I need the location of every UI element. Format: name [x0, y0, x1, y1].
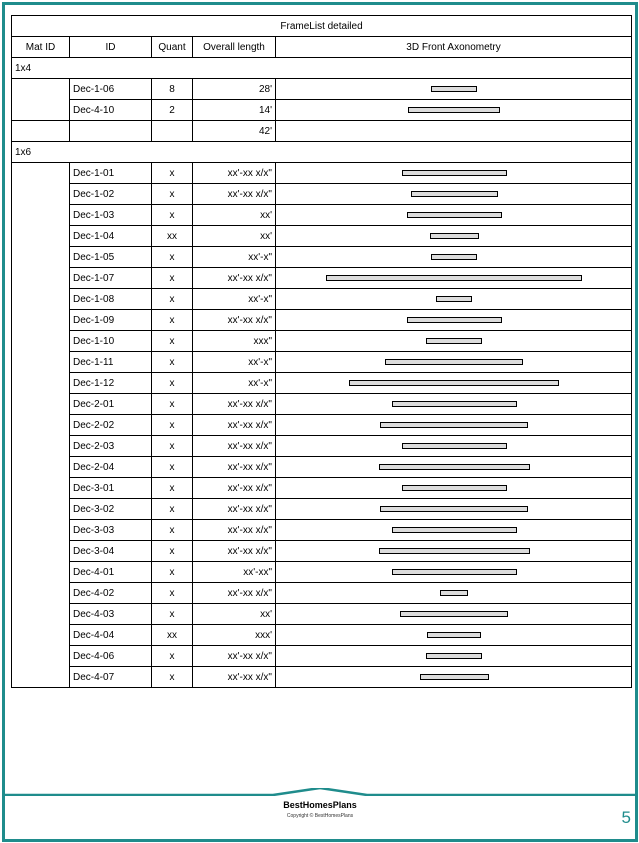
frame-bar	[430, 233, 479, 239]
table-row	[12, 268, 632, 289]
axonometry-cell	[276, 436, 632, 457]
row-length: xx'-xx x/x"	[193, 268, 276, 289]
table-row	[12, 667, 632, 688]
footer-copyright: Copyright © BestHomesPlans	[286, 813, 354, 819]
row-id: Dec-3-04	[70, 541, 152, 562]
row-length: xx'-xx x/x"	[193, 310, 276, 331]
frame-bar	[380, 422, 528, 428]
row-length: xx'-xx x/x"	[193, 394, 276, 415]
frame-bar	[402, 443, 507, 449]
axonometry-cell	[276, 79, 632, 100]
total-empty-id	[70, 121, 152, 142]
axonometry-cell	[276, 352, 632, 373]
table-row	[12, 394, 632, 415]
frame-bar	[420, 674, 489, 680]
table-row	[12, 289, 632, 310]
row-quant: 2	[152, 100, 193, 121]
row-quant: x	[152, 247, 193, 268]
row-length: xx'-xx x/x"	[193, 415, 276, 436]
header-quant: Quant	[152, 37, 193, 58]
total-empty-axo	[276, 121, 632, 142]
row-quant: x	[152, 520, 193, 541]
page-number: 5	[621, 808, 631, 827]
row-quant: x	[152, 499, 193, 520]
table-row	[12, 373, 632, 394]
row-id: Dec-1-04	[70, 226, 152, 247]
table-row	[12, 205, 632, 226]
axonometry-cell	[276, 394, 632, 415]
table-row	[12, 583, 632, 604]
table-row	[12, 226, 632, 247]
row-id: Dec-4-06	[70, 646, 152, 667]
table-row	[12, 79, 632, 100]
row-id: Dec-1-01	[70, 163, 152, 184]
row-length: xx'-x"	[193, 352, 276, 373]
mat-id-cell	[12, 79, 70, 121]
frame-bar	[379, 548, 530, 554]
axonometry-cell	[276, 100, 632, 121]
row-quant: x	[152, 541, 193, 562]
total-row	[12, 121, 632, 142]
table-row	[12, 562, 632, 583]
row-quant: x	[152, 478, 193, 499]
frame-bar	[400, 611, 508, 617]
frame-list-table	[11, 15, 632, 688]
table-row	[12, 478, 632, 499]
row-length: 28'	[193, 79, 276, 100]
row-id: Dec-4-04	[70, 625, 152, 646]
row-id: Dec-3-01	[70, 478, 152, 499]
row-quant: x	[152, 310, 193, 331]
row-id: Dec-2-02	[70, 415, 152, 436]
axonometry-cell	[276, 163, 632, 184]
row-length: xx'	[193, 205, 276, 226]
row-length: xx'-xx x/x"	[193, 541, 276, 562]
axonometry-cell	[276, 499, 632, 520]
row-length: 14'	[193, 100, 276, 121]
row-length: xxx'	[193, 625, 276, 646]
table-row	[12, 520, 632, 541]
footer-brand: BestHomesPlans	[283, 800, 357, 810]
page-frame	[2, 2, 638, 842]
frame-bar	[392, 401, 517, 407]
header-axonometry: 3D Front Axonometry	[276, 37, 632, 58]
row-quant: x	[152, 268, 193, 289]
table-title: FrameList detailed	[12, 16, 632, 37]
group-label-1x4: 1x4	[12, 58, 632, 79]
row-id: Dec-1-02	[70, 184, 152, 205]
group-label-1x6: 1x6	[12, 142, 632, 163]
row-quant: x	[152, 352, 193, 373]
frame-bar	[407, 212, 502, 218]
row-length: xxx"	[193, 331, 276, 352]
row-id: Dec-1-03	[70, 205, 152, 226]
row-id: Dec-4-10	[70, 100, 152, 121]
row-length: xx'-xx x/x"	[193, 478, 276, 499]
row-length: xx'-xx x/x"	[193, 583, 276, 604]
table-row	[12, 499, 632, 520]
row-quant: x	[152, 205, 193, 226]
row-id: Dec-4-02	[70, 583, 152, 604]
row-quant: x	[152, 373, 193, 394]
row-length: xx'-xx x/x"	[193, 457, 276, 478]
axonometry-cell	[276, 310, 632, 331]
row-quant: x	[152, 415, 193, 436]
axonometry-cell	[276, 268, 632, 289]
table-row	[12, 646, 632, 667]
row-id: Dec-3-03	[70, 520, 152, 541]
row-id: Dec-2-04	[70, 457, 152, 478]
row-length: xx'-xx x/x"	[193, 163, 276, 184]
row-id: Dec-4-01	[70, 562, 152, 583]
frame-bar	[431, 254, 477, 260]
frame-bar	[436, 296, 472, 302]
table-row	[12, 436, 632, 457]
table-row	[12, 331, 632, 352]
frame-bar	[380, 506, 528, 512]
row-id: Dec-1-08	[70, 289, 152, 310]
table-row	[12, 457, 632, 478]
table-row	[12, 415, 632, 436]
axonometry-cell	[276, 415, 632, 436]
frame-bar	[427, 632, 481, 638]
row-quant: x	[152, 604, 193, 625]
frame-bar	[326, 275, 582, 281]
row-length: xx'	[193, 226, 276, 247]
row-length: xx'-xx x/x"	[193, 436, 276, 457]
header-id: ID	[70, 37, 152, 58]
mat-id-cell	[12, 163, 70, 688]
row-quant: x	[152, 289, 193, 310]
row-quant: 8	[152, 79, 193, 100]
frame-bar	[407, 317, 502, 323]
frame-bar	[392, 569, 517, 575]
axonometry-cell	[276, 520, 632, 541]
table-row	[12, 541, 632, 562]
row-quant: x	[152, 436, 193, 457]
row-quant: x	[152, 583, 193, 604]
row-length: xx'-x"	[193, 373, 276, 394]
row-length: xx'	[193, 604, 276, 625]
frame-bar	[431, 86, 477, 92]
axonometry-cell	[276, 625, 632, 646]
total-empty-mat	[12, 121, 70, 142]
frame-bar	[402, 485, 507, 491]
row-length: xx'-xx"	[193, 562, 276, 583]
footer-divider	[5, 788, 635, 796]
axonometry-cell	[276, 667, 632, 688]
row-quant: xx	[152, 226, 193, 247]
row-id: Dec-1-05	[70, 247, 152, 268]
row-id: Dec-1-11	[70, 352, 152, 373]
row-id: Dec-1-12	[70, 373, 152, 394]
row-length: xx'-xx x/x"	[193, 184, 276, 205]
row-quant: x	[152, 184, 193, 205]
total-length: 42'	[193, 121, 276, 142]
frame-bar	[349, 380, 559, 386]
axonometry-cell	[276, 226, 632, 247]
axonometry-cell	[276, 331, 632, 352]
axonometry-cell	[276, 457, 632, 478]
row-id: Dec-1-09	[70, 310, 152, 331]
row-id: Dec-1-10	[70, 331, 152, 352]
axonometry-cell	[276, 373, 632, 394]
frame-bar	[379, 464, 530, 470]
axonometry-cell	[276, 289, 632, 310]
row-quant: x	[152, 163, 193, 184]
row-length: xx'-xx x/x"	[193, 667, 276, 688]
table-row	[12, 352, 632, 373]
table-row	[12, 100, 632, 121]
row-quant: x	[152, 331, 193, 352]
row-quant: x	[152, 394, 193, 415]
axonometry-cell	[276, 247, 632, 268]
header-overall-length: Overall length	[193, 37, 276, 58]
row-quant: x	[152, 646, 193, 667]
row-quant: xx	[152, 625, 193, 646]
frame-bar	[392, 527, 517, 533]
row-length: xx'-x"	[193, 247, 276, 268]
table-row	[12, 163, 632, 184]
row-length: xx'-xx x/x"	[193, 520, 276, 541]
frame-bar	[440, 590, 468, 596]
table-row	[12, 247, 632, 268]
frame-bar	[411, 191, 498, 197]
frame-bar	[426, 338, 482, 344]
table-row	[12, 625, 632, 646]
row-length: xx'-xx x/x"	[193, 646, 276, 667]
row-quant: x	[152, 457, 193, 478]
axonometry-cell	[276, 184, 632, 205]
axonometry-cell	[276, 478, 632, 499]
axonometry-cell	[276, 646, 632, 667]
frame-bar	[385, 359, 523, 365]
header-mat-id: Mat ID	[12, 37, 70, 58]
row-quant: x	[152, 562, 193, 583]
frame-bar	[402, 170, 507, 176]
axonometry-cell	[276, 562, 632, 583]
total-empty-quant	[152, 121, 193, 142]
axonometry-cell	[276, 205, 632, 226]
table-row	[12, 604, 632, 625]
frame-bar	[426, 653, 482, 659]
axonometry-cell	[276, 583, 632, 604]
table-row	[12, 310, 632, 331]
row-id: Dec-2-01	[70, 394, 152, 415]
row-id: Dec-4-03	[70, 604, 152, 625]
table-row	[12, 184, 632, 205]
row-id: Dec-1-07	[70, 268, 152, 289]
row-length: xx'-xx x/x"	[193, 499, 276, 520]
frame-bar	[408, 107, 500, 113]
row-id: Dec-1-06	[70, 79, 152, 100]
row-id: Dec-4-07	[70, 667, 152, 688]
row-length: xx'-x"	[193, 289, 276, 310]
axonometry-cell	[276, 604, 632, 625]
axonometry-cell	[276, 541, 632, 562]
row-quant: x	[152, 667, 193, 688]
row-id: Dec-3-02	[70, 499, 152, 520]
row-id: Dec-2-03	[70, 436, 152, 457]
